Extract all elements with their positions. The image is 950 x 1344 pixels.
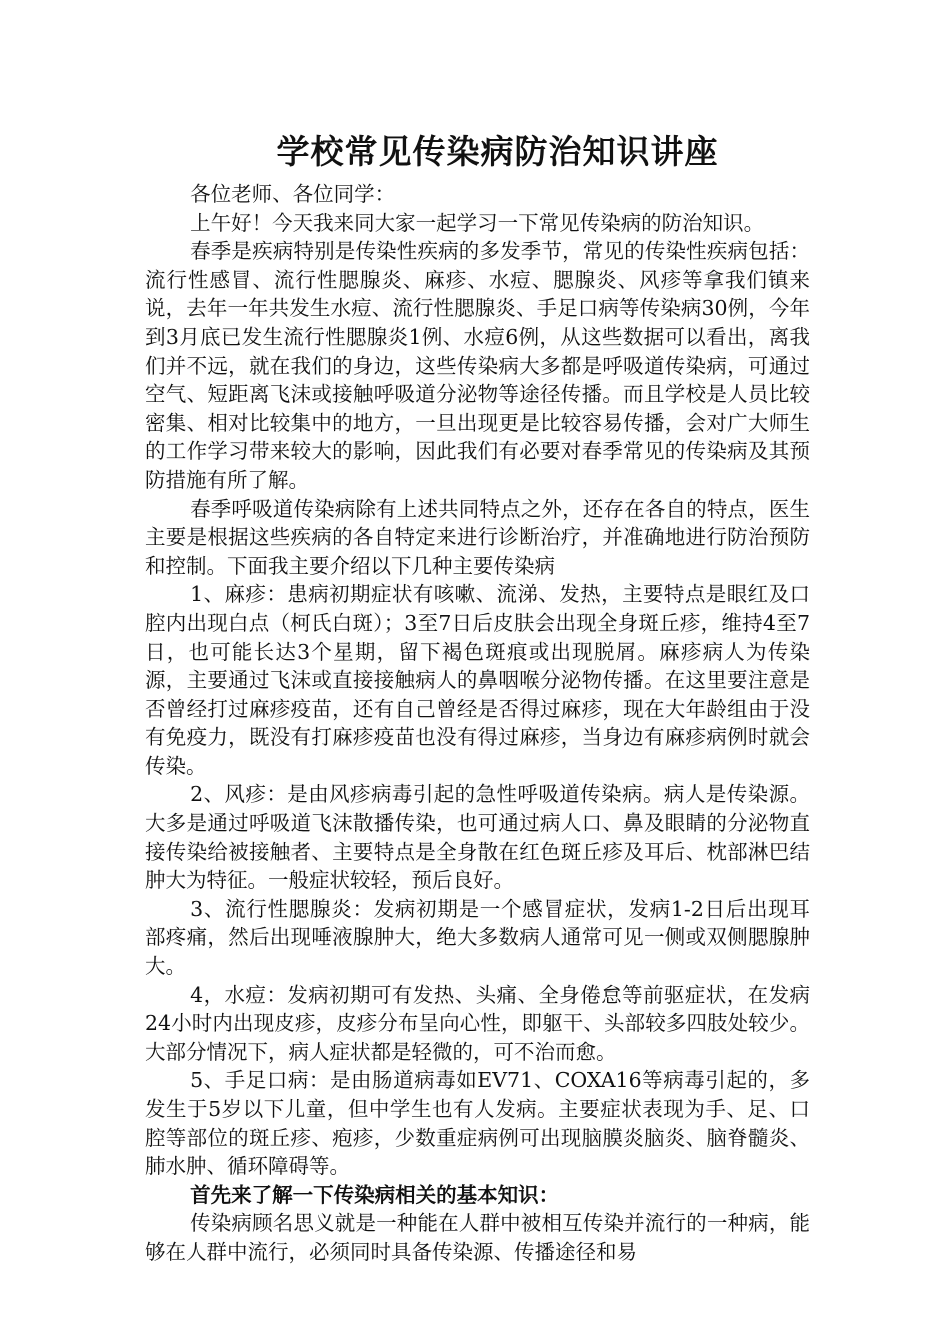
respiratory-features-paragraph: 春季呼吸道传染病除有上述共同特点之外，还存在各自的特点，医生主要是根据这些疾病的各自特定来进行诊断治疗，并准确地进行防治预防和控制。下面我主要介绍以下几种主要传染病 (145, 496, 810, 578)
spring-diseases-paragraph: 春季是疾病特别是传染性疾病的多发季节，常见的传染性疾病包括：流行性感冒、流行性腮腺炎、麻疹、水痘、腮腺炎、风疹等拿我们镇来说，去年一年共发生水痘、流行性腮腺炎、手足口病等传染病30例，今年到3月底已发生流行性腮腺炎1例、水痘6例，从这些数据可以看出，离我们并不远，就在我们的身边，这些传染病大多都是呼吸道传染病，可通过空气、短距离飞沫或接触呼吸道分泌物等途径传播。而且学校是人员比较密集、相对比较集中的地方，一旦出现更是比较容易传播，会对广大师生的工作学习带来较大的影响，因此我们有必要对春季常见的传染病及其预防措施有所了解。 (145, 239, 810, 492)
intro-paragraph: 上午好！今天我来同大家一起学习一下常见传染病的防治知识。 (190, 210, 765, 235)
greeting-paragraph: 各位老师、各位同学： (190, 182, 396, 206)
measles-paragraph: 1、麻疹：患病初期症状有咳嗽、流涕、发热，主要特点是眼红及口腔内出现白点（柯氏白斑）；3至7日后皮肤会出现全身斑丘疹，维持4至7日，也可能长达3个星期，留下褐色斑痕或出现脱屑。麻疹病人为传染源，主要通过飞沫或直接接触病人的鼻咽喉分泌物传播。在这里要注意是否曾经打过麻疹疫苗，还有自己曾经是否得过麻疹，现在大年龄组由于没有免疫力，既没有打麻疹疫苗也没有得过麻疹，当身边有麻疹病例时就会传染。 (145, 582, 810, 778)
infectious-definition-paragraph: 传染病顾名思义就是一种能在人群中被相互传染并流行的一种病，能够在人群中流行，必须同时具备传染源、传播途径和易 (145, 1211, 810, 1264)
chickenpox-paragraph: 4，水痘：发病初期可有发热、头痛、全身倦怠等前驱症状，在发病24小时内出现皮疹，皮疹分布呈向心性，即躯干、头部较多四肢处较少。大部分情况下，病人症状都是轻微的，可不治而愈。 (145, 982, 810, 1064)
document-title: 学校常见传染病防治知识讲座 (276, 132, 719, 171)
document-page (145, 130, 810, 1267)
basic-knowledge-heading: 首先来了解一下传染病相关的基本知识： (190, 1182, 560, 1207)
mumps-paragraph: 3、流行性腮腺炎：发病初期是一个感冒症状，发病1-2日后出现耳部疼痛，然后出现唾液腺肿大，绝大多数病人通常可见一侧或双侧腮腺肿大。 (145, 896, 810, 979)
hand-foot-mouth-paragraph: 5、手足口病：是由肠道病毒如EV71、COXA16等病毒引起的，多发生于5岁以下儿童，但中学生也有人发病。主要症状表现为手、足、口腔等部位的斑丘疹、疱疹，少数重症病例可出现脑膜炎脑炎、脑脊髓炎、肺水肿、循环障碍等。 (145, 1068, 810, 1179)
rubella-paragraph: 2、风疹：是由风疹病毒引起的急性呼吸道传染病。病人是传染源。大多是通过呼吸道飞沫散播传染，也可通过病人口、鼻及眼睛的分泌物直接传染给被接触者、主要特点是全身散在红色斑丘疹及耳后、枕部淋巴结肿大为特征。一般症状较轻，预后良好。 (145, 782, 810, 893)
